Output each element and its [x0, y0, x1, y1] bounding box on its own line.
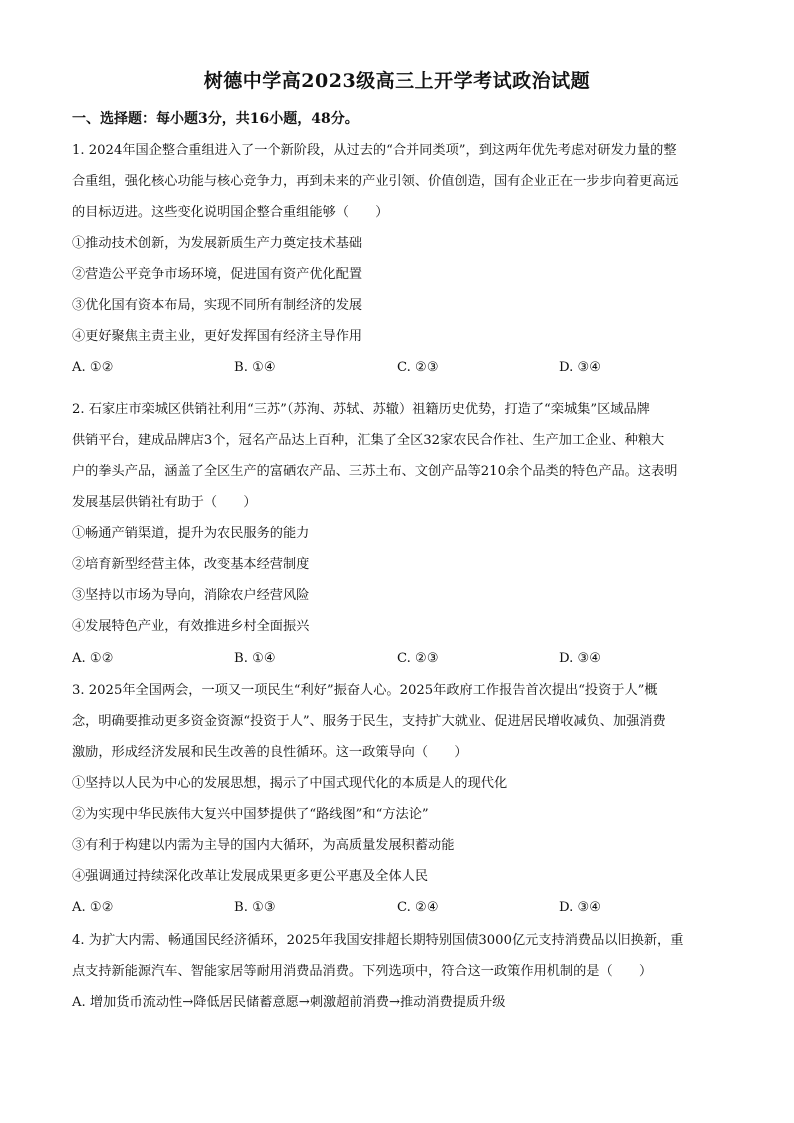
q1-option-a: A. ①②	[72, 360, 114, 375]
q2-stem-line: 发展基层供销社有助于（ ）	[72, 495, 257, 510]
q1-statement: ③优化国有资本布局，实现不同所有制经济的发展	[72, 298, 363, 313]
q2-options	[72, 643, 722, 674]
q2-option-c: C. ②③	[397, 651, 439, 666]
q1-option-b: B. ①④	[234, 360, 276, 375]
q3-option-b: B. ①③	[234, 900, 276, 915]
page-title: 树德中学高2023级高三上开学考试政治试题	[203, 70, 591, 92]
q1-statement: ①推动技术创新，为发展新质生产力奠定技术基础	[72, 236, 363, 251]
q2-statement: ②培育新型经营主体，改变基本经营制度	[72, 557, 310, 572]
q2-option-b: B. ①④	[234, 651, 276, 666]
q2-statement: ③坚持以市场为导向，消除农户经营风险	[72, 588, 310, 603]
q2-statement: ①畅通产销渠道，提升为农民服务的能力	[72, 526, 310, 541]
q1-option-c: C. ②③	[397, 360, 439, 375]
q1-option-d: D. ③④	[559, 360, 602, 375]
q3-statement: ②为实现中华民族伟大复兴中国梦提供了“路线图”和“方法论”	[72, 807, 429, 822]
q2-stem-line: 户的拳头产品，涵盖了全区生产的富硒农产品、三苏土布、文创产品等210余个品类的特色产品。这表明	[72, 464, 678, 479]
q3-statement: ④强调通过持续深化改革让发展成果更多更公平惠及全体人民	[72, 869, 429, 884]
q1-options	[72, 352, 722, 383]
q2-stem-line: 供销平台，建成品牌店3个，冠名产品达上百种，汇集了全区32家农民合作社、生产加工企业、种粮大	[72, 433, 665, 448]
q3-options	[72, 892, 722, 923]
q1-statement: ②营造公平竞争市场环境，促进国有资产优化配置	[72, 267, 363, 282]
q2-stem-line: 2. 石家庄市栾城区供销社利用“三苏”（苏洵、苏轼、苏辙）祖籍历史优势，打造了“栾城集”区域品牌	[72, 402, 650, 417]
q3-statement: ①坚持以人民为中心的发展思想，揭示了中国式现代化的本质是人的现代化	[72, 776, 508, 791]
q4-stem-line: 点支持新能源汽车、智能家居等耐用消费品消费。下列选项中，符合这一政策作用机制的是（ ）	[72, 964, 653, 979]
q4-stem-line: 4. 为扩大内需、畅通国民经济循环，2025年我国安排超长期特别国债3000亿元支持消费品以旧换新，重	[72, 933, 684, 948]
q2-option-a: A. ①②	[72, 651, 114, 666]
q3-statement: ③有利于构建以内需为主导的国内大循环，为高质量发展积蓄动能	[72, 838, 455, 853]
q3-stem-line: 3. 2025年全国两会，一项又一项民生“利好”振奋人心。2025年政府工作报告首次提出“投资于人”概	[72, 683, 658, 698]
q2-option-d: D. ③④	[559, 651, 602, 666]
section-heading: 一、选择题：每小题3分，共16小题，48分。	[72, 111, 359, 127]
q4-option-a: A. 增加货币流动性→降低居民储蓄意愿→刺激超前消费→推动消费提质升级	[72, 995, 506, 1010]
q1-stem-line: 的目标迈进。这些变化说明国企整合重组能够（ ）	[72, 205, 389, 220]
q1-stem-line: 合重组，强化核心功能与核心竞争力，再到未来的产业引领、价值创造，国有企业正在一步步向着更高远	[72, 174, 679, 189]
q1-statement: ④更好聚焦主责主业，更好发挥国有经济主导作用	[72, 329, 363, 344]
q3-stem-line: 激励，形成经济发展和民生改善的良性循环。这一政策导向（ ）	[72, 745, 468, 760]
q3-option-d: D. ③④	[559, 900, 602, 915]
q2-statement: ④发展特色产业，有效推进乡村全面振兴	[72, 619, 310, 634]
q3-stem-line: 念，明确要推动更多资金资源“投资于人”、服务于民生，支持扩大就业、促进居民增收减负、加强消费	[72, 714, 666, 729]
q3-option-a: A. ①②	[72, 900, 114, 915]
q1-stem-line: 1. 2024年国企整合重组进入了一个新阶段，从过去的“合并同类项”，到这两年优先考虑对研发力量的整	[72, 143, 677, 158]
q3-option-c: C. ②④	[397, 900, 439, 915]
